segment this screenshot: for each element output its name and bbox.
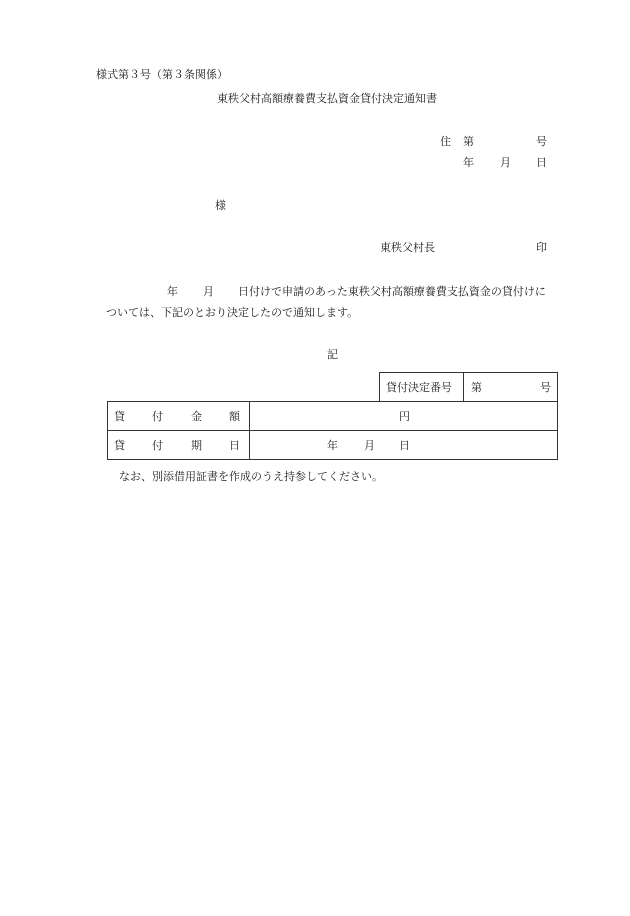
closing-note: なお、別添借用証書を作成のうえ持参してください。 bbox=[119, 470, 383, 483]
loan-date-year: 年 bbox=[327, 439, 338, 452]
label-char: 貸 bbox=[114, 410, 125, 423]
doc-date-day: 日 bbox=[536, 156, 547, 169]
ki-heading: 記 bbox=[327, 348, 338, 361]
table-row bbox=[108, 402, 558, 431]
decision-number-label-cell bbox=[380, 373, 464, 402]
loan-amount-label-cell bbox=[108, 402, 250, 431]
label-char: 日 bbox=[229, 439, 240, 452]
document-title: 東秩父村高額療養費支払資金貸付決定通知書 bbox=[217, 92, 437, 105]
body-date-year: 年 bbox=[167, 285, 178, 298]
table-row bbox=[108, 431, 558, 460]
decision-no-prefix: 第 bbox=[471, 381, 482, 394]
decision-number-box bbox=[379, 372, 558, 402]
label-char: 額 bbox=[229, 410, 240, 423]
loan-date-day: 日 bbox=[399, 439, 410, 452]
doc-date-month: 月 bbox=[500, 156, 511, 169]
loan-detail-table bbox=[107, 401, 558, 460]
loan-date-label-cell bbox=[108, 431, 250, 460]
seal-mark: 印 bbox=[536, 241, 547, 254]
recipient-honorific: 様 bbox=[215, 199, 226, 212]
label-char: 期 bbox=[191, 439, 202, 452]
label-char: 付 bbox=[152, 410, 163, 423]
doc-no-suffix: 号 bbox=[536, 135, 547, 148]
body-date-month: 月 bbox=[203, 285, 214, 298]
loan-date-value-cell bbox=[250, 431, 558, 460]
body-line1: 日付けで申請のあった東秩父村高額療養費支払資金の貸付けに bbox=[238, 285, 546, 298]
decision-number-value-cell bbox=[464, 373, 558, 402]
decision-number-label: 貸付決定番号 bbox=[386, 381, 452, 394]
doc-date-year: 年 bbox=[463, 156, 474, 169]
yen-unit: 円 bbox=[399, 410, 410, 423]
loan-date-month: 月 bbox=[364, 439, 375, 452]
label-char: 金 bbox=[191, 410, 202, 423]
sender-name: 東秩父村長 bbox=[380, 241, 435, 254]
form-number: 様式第３号（第３条関係） bbox=[96, 68, 228, 81]
decision-no-suffix: 号 bbox=[540, 381, 551, 394]
address-prefix: 住 bbox=[440, 135, 451, 148]
label-char: 付 bbox=[152, 439, 163, 452]
label-char: 貸 bbox=[114, 439, 125, 452]
doc-no-prefix: 第 bbox=[463, 135, 474, 148]
body-line2: ついては、下記のとおり決定したので通知します。 bbox=[106, 306, 359, 319]
loan-amount-value-cell bbox=[250, 402, 558, 431]
